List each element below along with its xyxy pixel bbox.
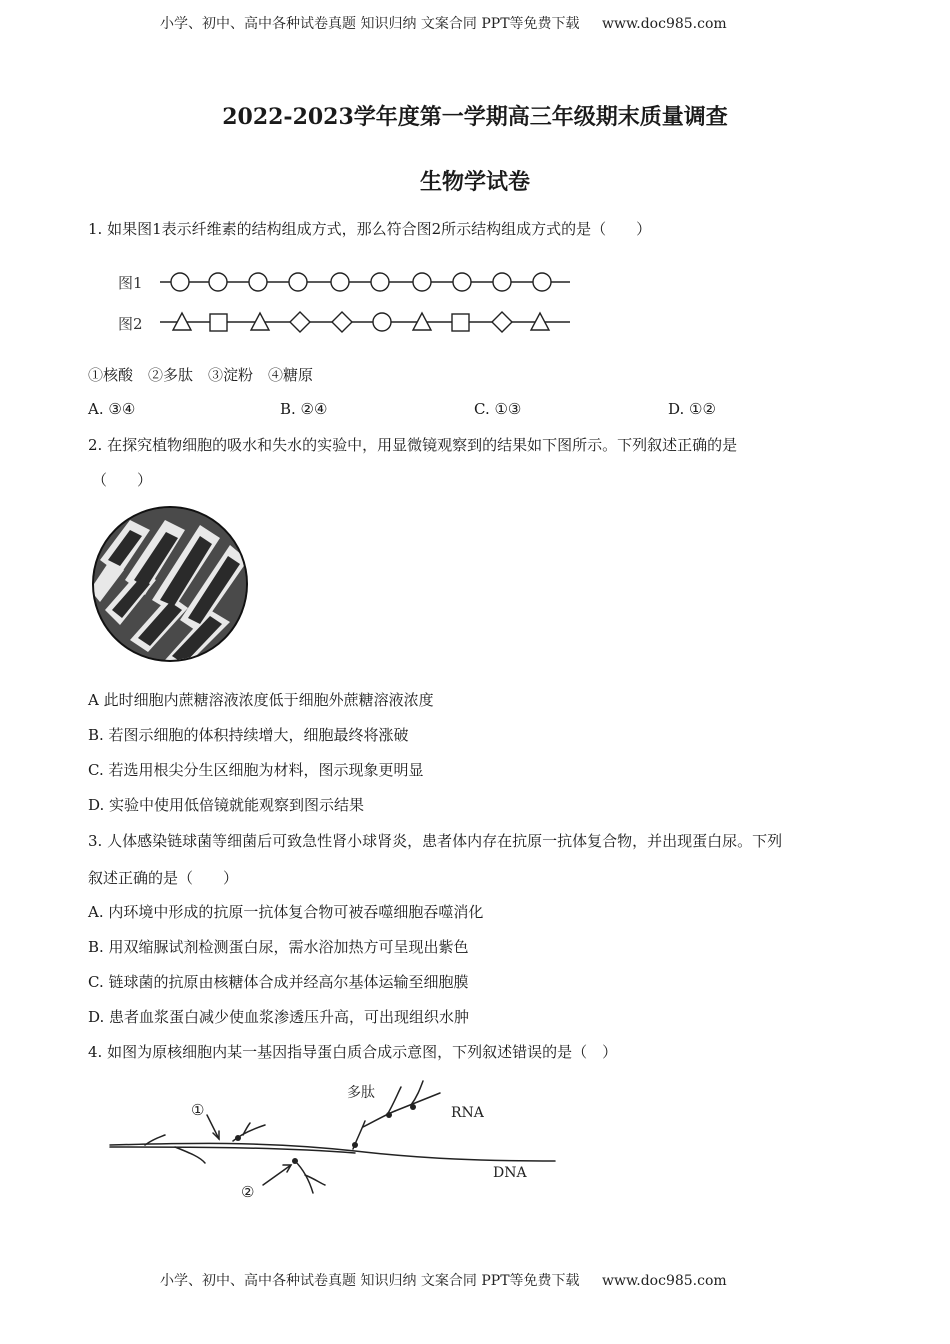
label-dna: DNA	[493, 1165, 527, 1181]
fig1-glucose-circle	[171, 273, 189, 291]
q2-option-d[interactable]: D. 实验中使用低倍镜就能观察到图示结果	[88, 796, 365, 814]
fig2-square	[210, 314, 227, 331]
ribosome-dot	[352, 1142, 358, 1148]
label-rna: RNA	[451, 1105, 484, 1121]
ribosome-dot	[410, 1104, 416, 1110]
q1-option-c[interactable]: C. ①③	[474, 400, 522, 418]
page-footer	[160, 1270, 727, 1290]
q3-stem: 3. 人体感染链球菌等细菌后可致急性肾小球肾炎，患者体内存在抗原一抗体复合物，并出现蛋白尿。下列	[88, 832, 783, 850]
fig1-glucose-circle	[209, 273, 227, 291]
q1-stem: 1. 如果图1表示纤维素的结构组成方式，那么符合图2所示结构组成方式的是（ ）	[88, 220, 652, 238]
fig1-glucose-circle	[289, 273, 307, 291]
fig2-diamond	[332, 312, 352, 332]
ribosome-dot	[235, 1135, 241, 1141]
rna-branch	[175, 1147, 205, 1163]
q2-micrograph-figure	[90, 500, 250, 670]
fig2-diamond	[492, 312, 512, 332]
q3-option-a[interactable]: A. 内环境中形成的抗原一抗体复合物可被吞噬细胞吞噬消化	[88, 903, 484, 921]
fig1-glucose-circle	[453, 273, 471, 291]
q2-stem: 2. 在探究植物细胞的吸水和失水的实验中，用显微镜观察到的结果如下图所示。下列叙述正确的是	[88, 436, 738, 454]
fig1-glucose-circle	[249, 273, 267, 291]
label-peptide: 多肽	[347, 1085, 375, 1101]
label-circle-2: ②	[241, 1183, 255, 1201]
q1-fig1-label: 图1	[118, 274, 143, 292]
q3-stem-line2: 叙述正确的是（ ）	[88, 869, 239, 887]
q4-stem: 4. 如图为原核细胞内某一基因指导蛋白质合成示意图，下列叙述错误的是（ ）	[88, 1043, 618, 1061]
fig2-circle	[373, 313, 391, 331]
q2-stem-paren: （ ）	[92, 471, 153, 489]
footer-url: www.doc985.com	[601, 1273, 727, 1289]
label-circle-1: ①	[191, 1101, 205, 1119]
page-subtitle: 生物学试卷	[419, 169, 530, 195]
fig2-diamond	[290, 312, 310, 332]
q1-option-a[interactable]: A. ③④	[88, 400, 136, 418]
arrow-2	[263, 1165, 291, 1185]
fig1-glucose-circle	[371, 273, 389, 291]
q3-option-d[interactable]: D. 患者血浆蛋白减少使血浆渗透压升高，可出现组织水肿	[88, 1008, 470, 1026]
ribosome-dot	[386, 1112, 392, 1118]
fig1-glucose-circle	[533, 273, 551, 291]
q2-option-b[interactable]: B. 若图示细胞的体积持续增大，细胞最终将涨破	[88, 726, 409, 744]
footer-text: 小学、初中、高中各种试卷真题 知识归纳 文案合同 PPT等免费下载	[160, 1273, 580, 1289]
page-header	[160, 13, 727, 33]
q1-option-b[interactable]: B. ②④	[280, 400, 328, 418]
q1-items: ①核酸 ②多肽 ③淀粉 ④糖原	[88, 366, 314, 384]
header-text: 小学、初中、高中各种试卷真题 知识归纳 文案合同 PPT等免费下载	[160, 16, 580, 32]
q1-fig2-label: 图2	[118, 315, 143, 333]
q2-option-c[interactable]: C. 若选用根尖分生区细胞为材料，图示现象更明显	[88, 761, 424, 779]
ribosome-dot	[292, 1158, 298, 1164]
header-url: www.doc985.com	[601, 16, 727, 32]
fig1-glucose-circle	[413, 273, 431, 291]
fig1-glucose-circle	[493, 273, 511, 291]
q1-structure-figure	[150, 268, 580, 340]
q2-option-a[interactable]: A 此时细胞内蔗糖溶液浓度低于细胞外蔗糖溶液浓度	[88, 691, 434, 709]
page-title: 2022-2023学年度第一学期高三年级期末质量调查	[222, 104, 728, 130]
q3-option-b[interactable]: B. 用双缩脲试剂检测蛋白尿，需水浴加热方可呈现出紫色	[88, 938, 469, 956]
arrow-1	[207, 1115, 219, 1139]
fig1-glucose-circle	[331, 273, 349, 291]
fig2-square	[452, 314, 469, 331]
rna-branch	[395, 1093, 440, 1111]
q4-transcription-figure	[105, 1075, 575, 1205]
q3-option-c[interactable]: C. 链球菌的抗原由核糖体合成并经高尔基体运输至细胞膜	[88, 973, 469, 991]
q1-option-d[interactable]: D. ①②	[668, 400, 716, 418]
